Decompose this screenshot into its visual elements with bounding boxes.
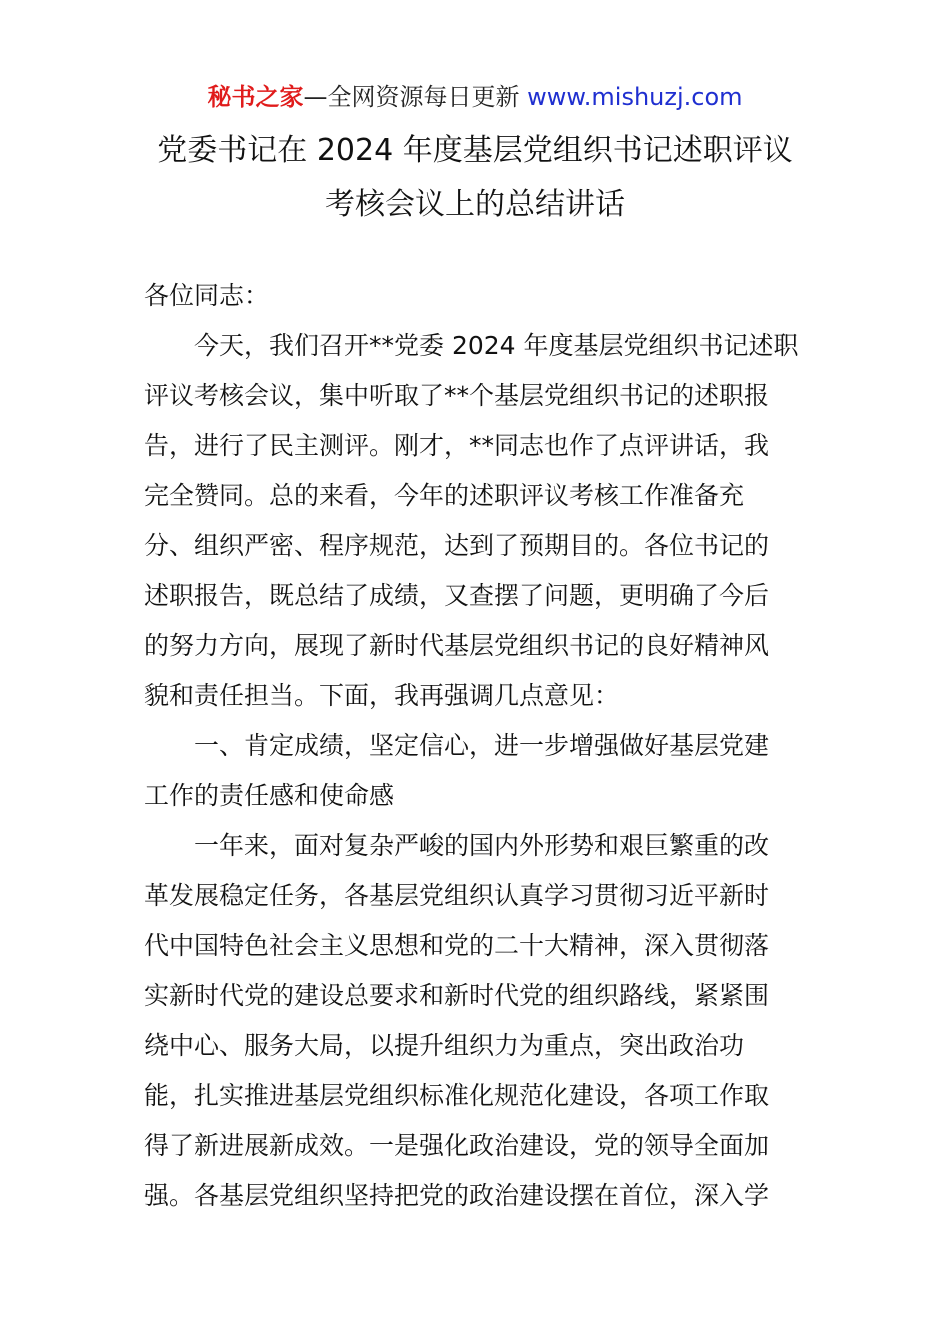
section-heading-line: 工作的责任感和使命感 — [144, 781, 395, 810]
title-line-1: 党委书记在 2024 年度基层党组织书记述职评议 — [157, 133, 793, 168]
body-line: 告，进行了民主测评。刚才，**同志也作了点评讲话，我 — [144, 431, 770, 460]
body-line: 代中国特色社会主义思想和党的二十大精神，深入贯彻落 — [144, 931, 770, 960]
section-heading-line: 一、肯定成绩，坚定信心，进一步增强做好基层党建 — [194, 731, 770, 760]
salutation: 各位同志： — [144, 281, 270, 310]
body-line: 分、组织严密、程序规范，达到了预期目的。各位书记的 — [144, 531, 770, 560]
body-line: 完全赞同。总的来看，今年的述职评议考核工作准备充 — [144, 481, 745, 510]
body-line: 得了新进展新成效。一是强化政治建设，党的领导全面加 — [144, 1131, 770, 1160]
source-header — [0, 80, 950, 114]
body-line: 述职报告，既总结了成绩，又查摆了问题，更明确了今后 — [144, 581, 770, 610]
document-title — [100, 124, 850, 232]
body-line: 貌和责任担当。下面，我再强调几点意见： — [144, 681, 620, 710]
body-line: 一年来，面对复杂严峻的国内外形势和艰巨繁重的改 — [194, 831, 770, 860]
body-line: 的努力方向，展现了新时代基层党组织书记的良好精神风 — [144, 631, 770, 660]
body-line: 能，扎实推进基层党组织标准化规范化建设，各项工作取 — [144, 1081, 770, 1110]
site-link[interactable]: www.mishuzj.com — [527, 83, 743, 111]
title-line-2: 考核会议上的总结讲话 — [325, 187, 625, 222]
body-line: 革发展稳定任务，各基层党组织认真学习贯彻习近平新时 — [144, 881, 770, 910]
body-line: 评议考核会议，集中听取了**个基层党组织书记的述职报 — [144, 381, 770, 410]
body-line: 实新时代党的建设总要求和新时代党的组织路线，紧紧围 — [144, 981, 770, 1010]
body-line: 强。各基层党组织坚持把党的政治建设摆在首位，深入学 — [144, 1181, 770, 1210]
header-tagline: —全网资源每日更新 — [303, 83, 520, 111]
brand-name: 秘书之家 — [207, 83, 304, 111]
body-line: 今天，我们召开**党委 2024 年度基层党组织书记述职 — [194, 331, 799, 360]
document-body — [144, 271, 808, 1221]
body-line: 绕中心、服务大局，以提升组织力为重点，突出政治功 — [144, 1031, 745, 1060]
